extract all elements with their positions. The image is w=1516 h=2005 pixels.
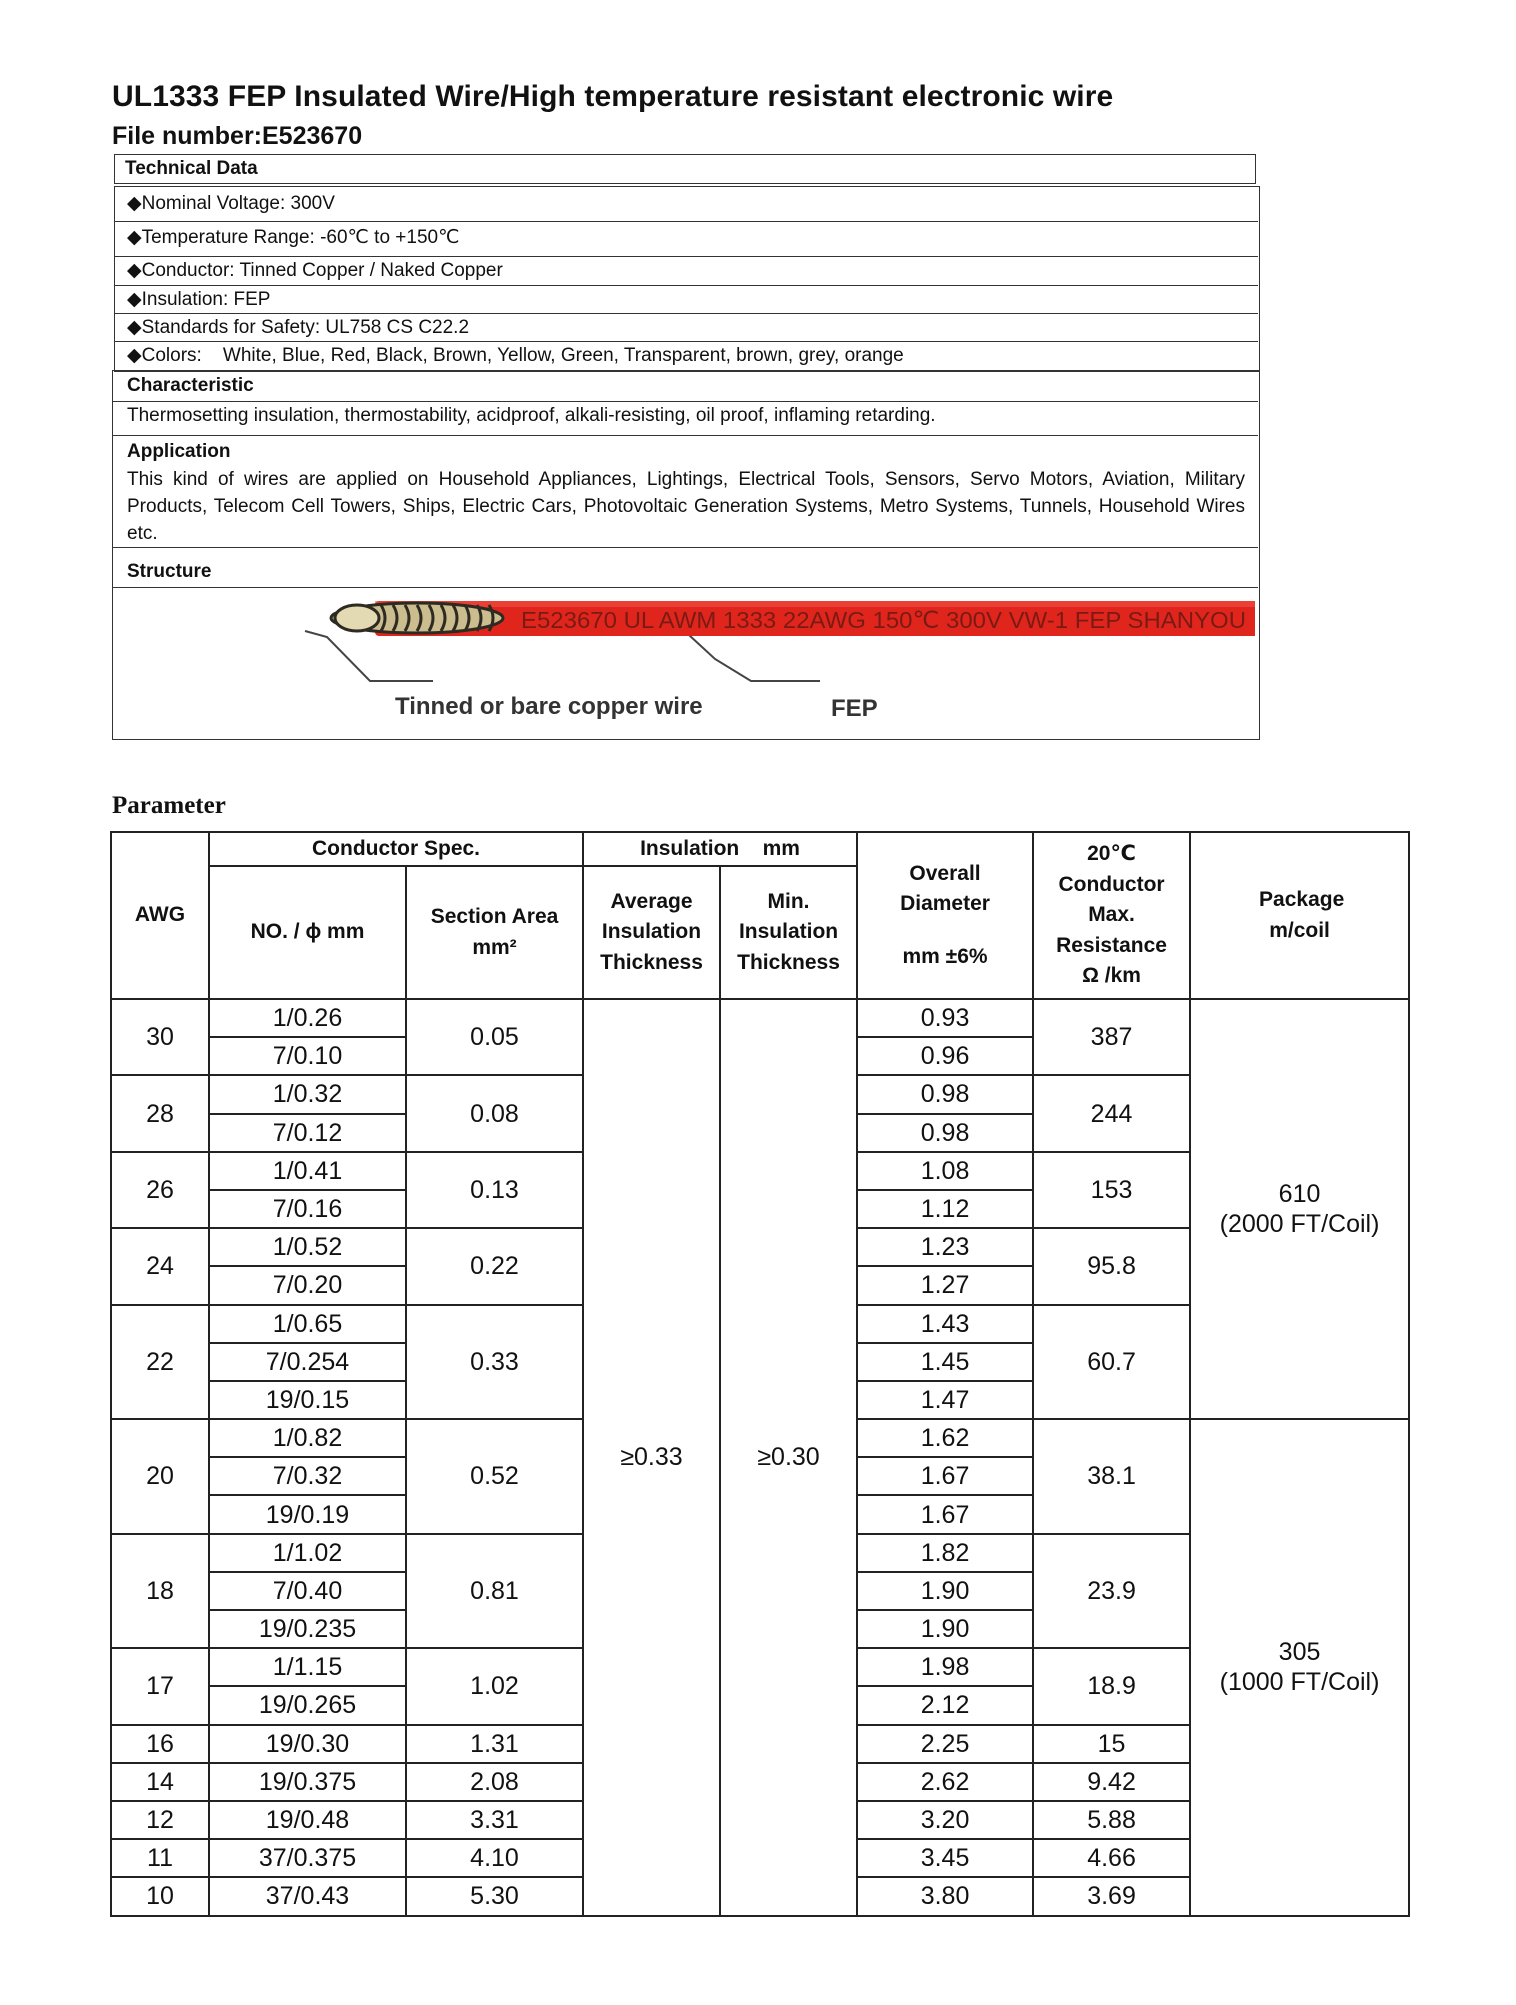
section-area-cell: 4.10 <box>406 1839 583 1877</box>
strand-cell: 7/0.40 <box>209 1572 406 1610</box>
section-area-cell: 0.33 <box>406 1305 583 1420</box>
section-area-cell: 3.31 <box>406 1801 583 1839</box>
awg-cell: 10 <box>111 1877 209 1915</box>
divider <box>113 587 1258 588</box>
technical-data-header-box <box>114 154 1256 184</box>
header-section-area: Section Area mm² <box>406 866 583 999</box>
divider <box>115 285 1258 286</box>
strand-cell: 1/0.82 <box>209 1419 406 1457</box>
package-value: 610 <box>1278 1180 1321 1209</box>
overall-diameter-cell: 0.98 <box>857 1114 1033 1152</box>
overall-diameter-cell: 1.43 <box>857 1305 1033 1343</box>
characteristic-text: Thermosetting insulation, thermostability, acidproof, alkali-resisting, oil proof, inflaming retarding. <box>127 405 936 426</box>
section-area-cell: 0.13 <box>406 1152 583 1228</box>
package-cell <box>1190 999 1409 1419</box>
strand-cell: 1/1.02 <box>209 1534 406 1572</box>
min-insulation-cell: ≥0.30 <box>720 999 857 1916</box>
header-min-thickness: Min. Insulation Thickness <box>720 866 857 999</box>
strand-cell: 7/0.10 <box>209 1037 406 1075</box>
strand-cell: 19/0.30 <box>209 1725 406 1763</box>
awg-cell: 17 <box>111 1648 209 1724</box>
strand-cell: 1/0.65 <box>209 1305 406 1343</box>
divider <box>115 221 1258 222</box>
copper-wire-label: Tinned or bare copper wire <box>395 693 703 720</box>
resistance-cell: 3.69 <box>1033 1877 1190 1915</box>
section-area-cell: 0.05 <box>406 999 583 1075</box>
strand-cell: 7/0.20 <box>209 1266 406 1304</box>
header-overall-diameter-unit: mm ±6% <box>902 944 988 968</box>
application-text: This kind of wires are applied on Household Appliances, Lightings, Electrical Tools, Sensors, Servo Motors, Aviation, Military Products, Telecom Cell Towers, Ships, Electric Cars, Photovoltaic Generation Systems, Metro Systems, Tunnels, Household Wires etc. <box>127 469 1245 544</box>
overall-diameter-cell: 2.62 <box>857 1763 1033 1801</box>
overall-diameter-cell: 1.82 <box>857 1534 1033 1572</box>
strand-cell: 7/0.254 <box>209 1343 406 1381</box>
resistance-cell: 244 <box>1033 1075 1190 1151</box>
fep-label: FEP <box>831 695 878 722</box>
overall-diameter-cell: 1.90 <box>857 1572 1033 1610</box>
overall-diameter-cell: 0.93 <box>857 999 1033 1037</box>
strand-cell: 19/0.265 <box>209 1686 406 1724</box>
strand-cell: 37/0.43 <box>209 1877 406 1915</box>
divider <box>115 313 1258 314</box>
overall-diameter-cell: 2.12 <box>857 1686 1033 1724</box>
resistance-cell: 18.9 <box>1033 1648 1190 1724</box>
section-area-cell: 0.22 <box>406 1228 583 1304</box>
section-area-cell: 0.81 <box>406 1534 583 1649</box>
resistance-cell: 5.88 <box>1033 1801 1190 1839</box>
structure-heading: Structure <box>127 561 212 582</box>
divider <box>113 401 1258 402</box>
resistance-cell: 95.8 <box>1033 1228 1190 1304</box>
overall-diameter-cell: 3.45 <box>857 1839 1033 1877</box>
awg-cell: 22 <box>111 1305 209 1420</box>
section-area-cell: 0.08 <box>406 1075 583 1151</box>
overall-diameter-cell: 0.98 <box>857 1075 1033 1113</box>
file-number: File number:E523670 <box>112 122 363 150</box>
header-overall-diameter <box>857 832 1033 999</box>
awg-cell: 16 <box>111 1725 209 1763</box>
resistance-cell: 387 <box>1033 999 1190 1075</box>
technical-data-heading: Technical Data <box>125 158 258 179</box>
resistance-cell: 153 <box>1033 1152 1190 1228</box>
section-area-cell: 2.08 <box>406 1763 583 1801</box>
resistance-cell: 9.42 <box>1033 1763 1190 1801</box>
awg-cell: 28 <box>111 1075 209 1151</box>
parameter-table-body <box>111 999 1409 1916</box>
strand-cell: 7/0.12 <box>209 1114 406 1152</box>
strand-cell: 19/0.19 <box>209 1495 406 1533</box>
divider <box>115 256 1258 257</box>
strand-cell: 1/0.52 <box>209 1228 406 1266</box>
package-cell <box>1190 1419 1409 1915</box>
overall-diameter-cell: 3.80 <box>857 1877 1033 1915</box>
characteristic-heading: Characteristic <box>127 375 254 396</box>
parameter-heading: Parameter <box>112 792 226 819</box>
technical-data-box <box>114 186 1260 372</box>
wire-print-text: E523670 UL AWM 1333 22AWG 150℃ 300V VW-1 FEP SHANYOU <box>521 607 1246 633</box>
overall-diameter-cell: 1.23 <box>857 1228 1033 1266</box>
awg-cell: 18 <box>111 1534 209 1649</box>
section-area-cell: 0.52 <box>406 1419 583 1534</box>
header-insulation: Insulation mm <box>583 832 857 866</box>
strand-cell: 1/1.15 <box>209 1648 406 1686</box>
header-package: Package m/coil <box>1190 832 1409 999</box>
header-no-mm: NO. / ϕ mm <box>209 866 406 999</box>
awg-cell: 14 <box>111 1763 209 1801</box>
strand-cell: 19/0.15 <box>209 1381 406 1419</box>
overall-diameter-cell: 1.98 <box>857 1648 1033 1686</box>
strand-cell: 19/0.235 <box>209 1610 406 1648</box>
tech-item-insulation: ◆Insulation: FEP <box>127 289 271 310</box>
strand-cell: 19/0.375 <box>209 1763 406 1801</box>
resistance-cell: 4.66 <box>1033 1839 1190 1877</box>
fep-leader-line <box>689 635 820 681</box>
overall-diameter-cell: 1.90 <box>857 1610 1033 1648</box>
overall-diameter-cell: 1.67 <box>857 1457 1033 1495</box>
tech-item-conductor: ◆Conductor: Tinned Copper / Naked Copper <box>127 260 503 281</box>
awg-cell: 20 <box>111 1419 209 1534</box>
awg-cell: 24 <box>111 1228 209 1304</box>
header-resistance: 20℃ Conductor Max. Resistance Ω /km <box>1033 832 1190 999</box>
strand-cell: 37/0.375 <box>209 1839 406 1877</box>
tech-item-temperature: ◆Temperature Range: -60℃ to +150℃ <box>127 227 460 248</box>
section-area-cell: 1.02 <box>406 1648 583 1724</box>
divider <box>115 341 1258 342</box>
overall-diameter-cell: 2.25 <box>857 1725 1033 1763</box>
awg-cell: 11 <box>111 1839 209 1877</box>
strand-cell: 1/0.41 <box>209 1152 406 1190</box>
page-title: UL1333 FEP Insulated Wire/High temperature resistant electronic wire <box>112 80 1114 113</box>
divider <box>113 547 1258 548</box>
awg-cell: 26 <box>111 1152 209 1228</box>
divider <box>113 435 1258 436</box>
header-overall-diameter-label: Overall Diameter <box>900 861 990 916</box>
overall-diameter-cell: 1.12 <box>857 1190 1033 1228</box>
overall-diameter-cell: 3.20 <box>857 1801 1033 1839</box>
application-heading: Application <box>127 441 231 462</box>
parameter-table <box>110 831 1410 1917</box>
overall-diameter-cell: 0.96 <box>857 1037 1033 1075</box>
table-row <box>111 999 1409 1037</box>
overall-diameter-cell: 1.67 <box>857 1495 1033 1533</box>
package-feet: (2000 FT/Coil) <box>1219 1210 1380 1239</box>
overall-diameter-cell: 1.62 <box>857 1419 1033 1457</box>
section-area-cell: 5.30 <box>406 1877 583 1915</box>
awg-cell: 12 <box>111 1801 209 1839</box>
strand-cell: 19/0.48 <box>209 1801 406 1839</box>
resistance-cell: 15 <box>1033 1725 1190 1763</box>
tech-item-standards: ◆Standards for Safety: UL758 CS C22.2 <box>127 317 470 338</box>
package-value: 305 <box>1278 1638 1321 1667</box>
package-feet: (1000 FT/Coil) <box>1219 1668 1380 1697</box>
strand-cell: 7/0.32 <box>209 1457 406 1495</box>
section-area-cell: 1.31 <box>406 1725 583 1763</box>
awg-cell: 30 <box>111 999 209 1075</box>
resistance-cell: 38.1 <box>1033 1419 1190 1534</box>
resistance-cell: 60.7 <box>1033 1305 1190 1420</box>
overall-diameter-cell: 1.45 <box>857 1343 1033 1381</box>
strand-cell: 1/0.32 <box>209 1075 406 1113</box>
copper-conductor-icon <box>331 603 503 633</box>
header-avg-thickness: Average Insulation Thickness <box>583 866 720 999</box>
tech-item-colors: ◆Colors: White, Blue, Red, Black, Brown, Yellow, Green, Transparent, brown, grey, orange <box>127 345 904 366</box>
header-conductor-spec: Conductor Spec. <box>209 832 583 866</box>
overall-diameter-cell: 1.27 <box>857 1266 1033 1304</box>
overall-diameter-cell: 1.08 <box>857 1152 1033 1190</box>
strand-cell: 1/0.26 <box>209 999 406 1037</box>
avg-insulation-cell: ≥0.33 <box>583 999 720 1916</box>
resistance-cell: 23.9 <box>1033 1534 1190 1649</box>
overall-diameter-cell: 1.47 <box>857 1381 1033 1419</box>
details-box <box>112 370 1260 740</box>
copper-leader-line <box>305 631 433 681</box>
header-awg: AWG <box>111 832 209 999</box>
tech-item-voltage: ◆Nominal Voltage: 300V <box>127 193 335 214</box>
strand-cell: 7/0.16 <box>209 1190 406 1228</box>
